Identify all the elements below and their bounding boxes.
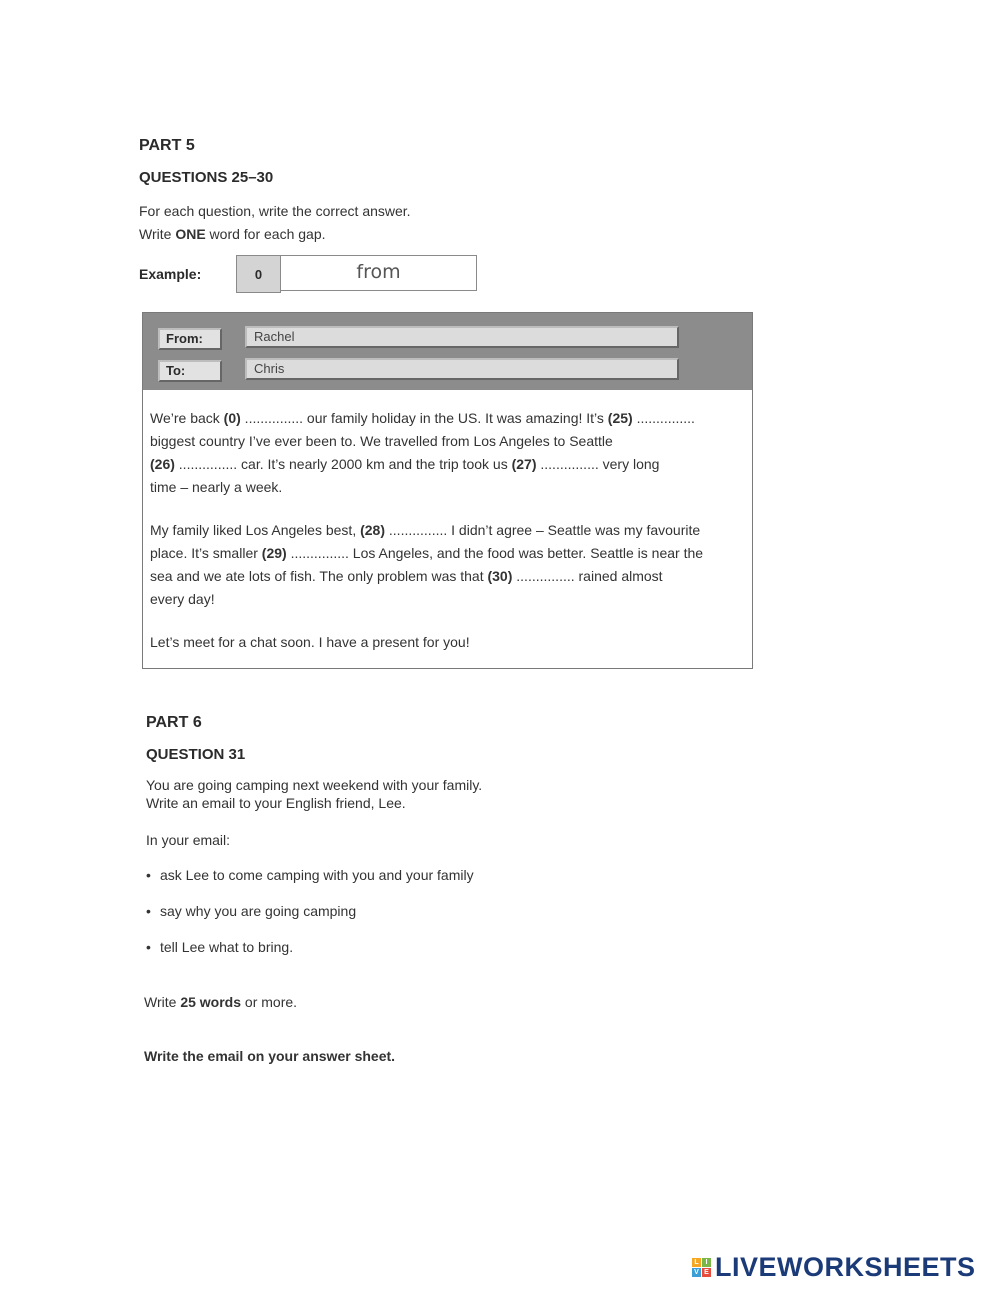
part5-questions-heading: QUESTIONS 25–30 xyxy=(139,169,274,186)
part6-in-your-email: In your email: xyxy=(146,832,231,848)
email-paragraph-2 xyxy=(150,519,703,611)
bullet-icon: • xyxy=(146,867,151,883)
part6-intro-1: You are going camping next weekend with your family. xyxy=(146,777,483,793)
email-line: every day! xyxy=(150,591,215,607)
email-header xyxy=(143,313,752,390)
email-line: biggest country I’ve ever been to. We travelled from Los Angeles to Seattle xyxy=(150,433,613,449)
email-line: place. It’s smaller (29) ............... Los Angeles, and the food was better. Seattle is near the xyxy=(150,545,704,561)
to-label: To: xyxy=(158,360,222,382)
to-field: Chris xyxy=(245,358,679,380)
bullet-icon: • xyxy=(146,939,151,955)
part6-title: PART 6 xyxy=(146,714,202,731)
email-line: (26) ............... car. It’s nearly 2000 km and the trip took us (27) ............... very long xyxy=(150,456,660,472)
part5-instruction-2: Write ONE word for each gap. xyxy=(139,226,326,242)
email-box xyxy=(142,312,753,669)
bullet-item: • say why you are going camping xyxy=(146,903,357,919)
example-label: Example: xyxy=(139,266,202,282)
example-number: 0 xyxy=(236,255,281,293)
example-box xyxy=(236,255,477,293)
from-label: From: xyxy=(158,328,222,350)
email-paragraph-1 xyxy=(150,407,695,499)
email-paragraph-3: Let’s meet for a chat soon. I have a present for you! xyxy=(150,634,470,650)
email-line: time – nearly a week. xyxy=(150,479,283,495)
from-field: Rachel xyxy=(245,326,679,348)
bullet-icon: • xyxy=(146,903,151,919)
bullet-item: • tell Lee what to bring. xyxy=(146,939,294,955)
part5-title: PART 5 xyxy=(139,137,195,154)
bullet-item: • ask Lee to come camping with you and your family xyxy=(146,867,474,883)
part6-final-instruction: Write the email on your answer sheet. xyxy=(144,1048,396,1064)
liveworksheets-logo xyxy=(692,1252,976,1283)
email-line: My family liked Los Angeles best, (28) ............... I didn’t agree – Seattle was my favourite xyxy=(150,522,701,538)
logo-mark-icon: L I V E xyxy=(692,1258,711,1277)
logo-text: LIVEWORKSHEETS xyxy=(715,1252,976,1282)
part6-intro-2: Write an email to your English friend, Lee. xyxy=(146,795,406,811)
example-answer: from xyxy=(281,255,477,291)
part5-instruction-1: For each question, write the correct answer. xyxy=(139,203,411,219)
email-line: sea and we ate lots of fish. The only problem was that (30) ............... rained almost xyxy=(150,568,663,584)
part6-word-count: Write 25 words or more. xyxy=(144,994,298,1010)
part6-question-heading: QUESTION 31 xyxy=(146,746,246,763)
email-line: We’re back (0) ............... our family holiday in the US. It was amazing! It’s (25) ............... xyxy=(150,410,695,426)
